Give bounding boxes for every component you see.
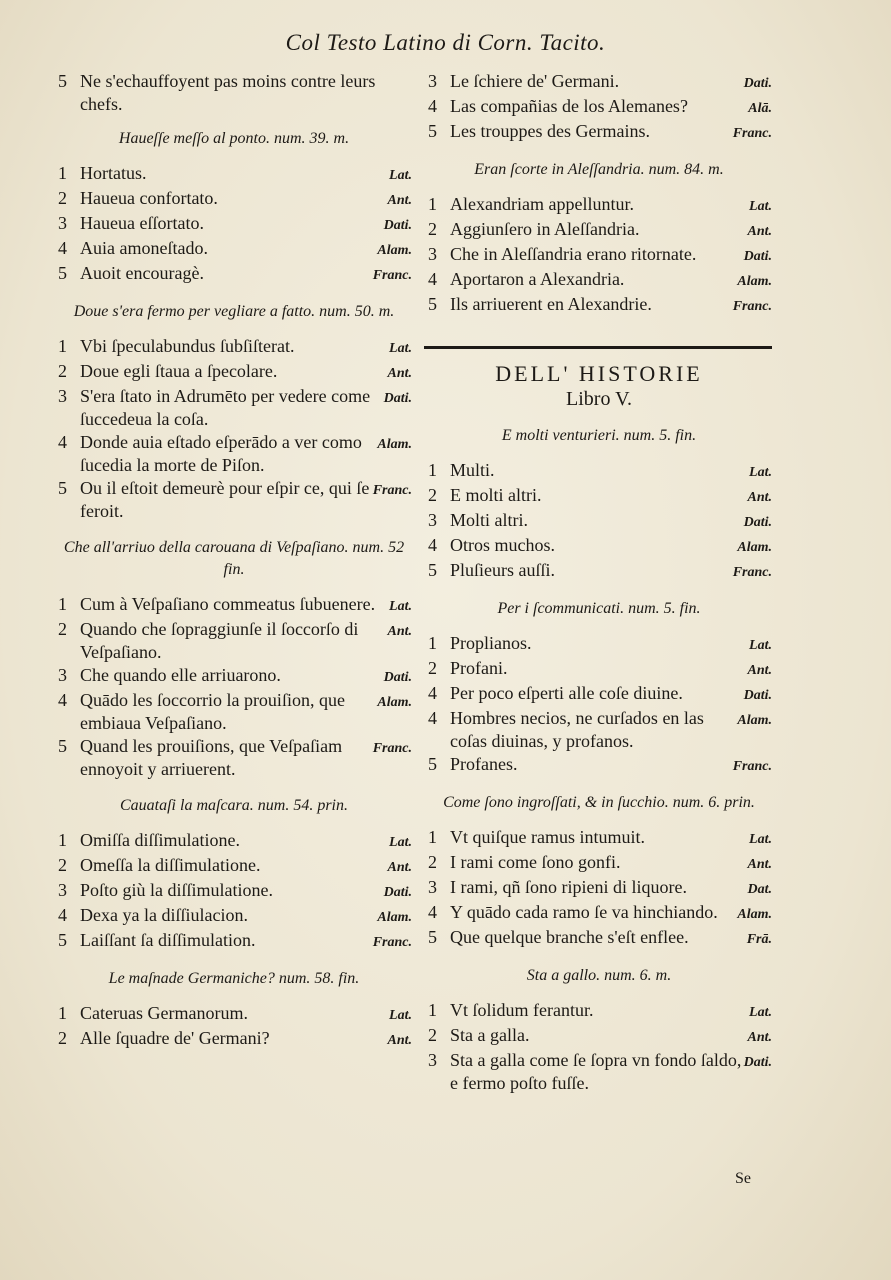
list-item: [426, 293, 772, 318]
entry-text: Pluſieurs auſſi.: [450, 560, 555, 580]
entry-number: 2: [428, 485, 437, 505]
language-label: Lat.: [749, 832, 772, 847]
language-label: Dati.: [743, 688, 772, 703]
language-label: Ant.: [747, 490, 772, 505]
section-title: Per i ſcommunicati. num. 5. fin.: [497, 600, 701, 617]
language-label: Lat.: [389, 599, 412, 614]
entry-number: 5: [58, 71, 67, 91]
entry-number: 4: [428, 269, 437, 289]
language-label: Alam.: [377, 437, 412, 452]
entry-text: I rami, qñ ſono ripieni di liquore.: [450, 877, 687, 897]
entry-text: Cateruas Germanorum.: [80, 1003, 248, 1023]
entry-number: 3: [58, 213, 67, 233]
list-item: [426, 682, 772, 707]
entry-number: 1: [58, 1003, 67, 1023]
language-label: Franc.: [732, 759, 772, 774]
entry-text: Haueua confortato.: [80, 188, 218, 208]
list-item: [426, 193, 772, 218]
entry-number: 4: [58, 238, 67, 258]
entry-text: E molti altri.: [450, 485, 542, 505]
entry-text: Vbi ſpeculabundus ſubſiſterat.: [80, 336, 295, 356]
language-label: Franc.: [372, 741, 412, 756]
entry-text: Quando che ſopraggiunſe il ſoccorſo di Veſpaſiano.: [80, 619, 359, 662]
list-item: [426, 657, 772, 682]
language-label: Lat.: [389, 341, 412, 356]
entry-number: 1: [58, 594, 67, 614]
entry-text: Ou il eſtoit demeurè pour eſpir ce, qui ſe feroit.: [80, 478, 370, 521]
entry-text: Las compañias de los Alemanes?: [450, 96, 688, 116]
list-item: [56, 187, 412, 212]
section-title: Cauataſi la maſcara. num. 54. prin.: [119, 797, 348, 814]
list-item: [56, 431, 412, 477]
list-item: [426, 1049, 772, 1095]
language-label: Dati.: [743, 515, 772, 530]
entry-number: 4: [428, 535, 437, 555]
list-item: [426, 484, 772, 509]
language-label: Ant.: [747, 857, 772, 872]
entry-text: Haueua eſſortato.: [80, 213, 204, 233]
list-item: [426, 901, 772, 926]
entry-number: 3: [428, 71, 437, 91]
language-label: Alam.: [377, 695, 412, 710]
language-label: Franc.: [372, 483, 412, 498]
entry-text: Alexandriam appelluntur.: [450, 194, 634, 214]
entry-number: 5: [58, 263, 67, 283]
entry-text: Multi.: [450, 460, 495, 480]
catchword: Se: [735, 1170, 751, 1187]
list-item: [56, 212, 412, 237]
language-label: Lat.: [749, 465, 772, 480]
entry-text: Hombres necios, ne curſados en las coſas diuinas, y profanos.: [450, 708, 704, 751]
entry-number: 5: [428, 560, 437, 580]
opening-entry: [56, 70, 412, 116]
list-item: [56, 904, 412, 929]
right-sections-after-book: [426, 425, 772, 1095]
entry-text: Vt ſolidum ferantur.: [450, 1000, 594, 1020]
entry-text: Aportaron a Alexandria.: [450, 269, 625, 289]
language-label: Franc.: [732, 565, 772, 580]
entry-text: Ils arriuerent en Alexandrie.: [450, 294, 652, 314]
language-label: Alam.: [737, 907, 772, 922]
list-item: [56, 360, 412, 385]
list-item: [426, 826, 772, 851]
language-label: Lat.: [749, 1005, 772, 1020]
list-item: [426, 534, 772, 559]
entry-text: I rami come ſono gonfi.: [450, 852, 621, 872]
entry-text: Omeſſa la diſſimulatione.: [80, 855, 261, 875]
entry-text: Cum à Veſpaſiano commeatus ſubuenere.: [80, 594, 376, 614]
entry-number: 4: [58, 432, 67, 452]
list-item: [426, 926, 772, 951]
language-label: Ant.: [747, 224, 772, 239]
entry-number: 5: [58, 736, 67, 756]
section-title: Le maſnade Germaniche? num. 58. fin.: [108, 970, 360, 987]
list-item: [426, 707, 772, 753]
entry-text: Profanes.: [450, 754, 518, 774]
list-item: [426, 559, 772, 584]
language-label: Dati.: [743, 76, 772, 91]
language-label: Ant.: [747, 663, 772, 678]
entry-text: Che quando elle arriuarono.: [80, 665, 281, 685]
list-item: [56, 477, 412, 523]
language-label: Lat.: [749, 638, 772, 653]
entry-number: 4: [428, 683, 437, 703]
language-label: Lat.: [389, 1008, 412, 1023]
running-head: Col Testo Latino di Corn. Tacito.: [285, 30, 606, 55]
language-label: Lat.: [749, 199, 772, 214]
entry-text: S'era ſtato in Adrumēto per vedere come ſuccedeua la coſa.: [80, 386, 371, 429]
list-item: [426, 851, 772, 876]
entry-number: 5: [428, 294, 437, 314]
entry-number: 2: [58, 619, 67, 639]
list-item: [56, 854, 412, 879]
list-item: [426, 753, 772, 778]
language-label: Dat.: [747, 882, 772, 897]
left-sections: [56, 128, 412, 1052]
list-item: [56, 829, 412, 854]
entry-number: 3: [58, 386, 67, 406]
list-item: [426, 632, 772, 657]
entry-text: Molti altri.: [450, 510, 528, 530]
language-label: Lat.: [389, 835, 412, 850]
entry-number: 4: [428, 902, 437, 922]
entry-text: Doue egli ſtaua a ſpecolare.: [80, 361, 278, 381]
entry-text: Dexa ya la diſſiulacion.: [80, 905, 248, 925]
list-item: [56, 929, 412, 954]
section-title: E molti venturieri. num. 5. fin.: [501, 427, 697, 444]
list-item: [426, 876, 772, 901]
list-item: [426, 268, 772, 293]
entry-number: 5: [428, 927, 437, 947]
entry-number: 5: [428, 121, 437, 141]
language-label: Frā.: [746, 932, 772, 947]
entry-text: Auia amoneſtado.: [80, 238, 208, 258]
entry-number: 2: [58, 188, 67, 208]
entry-number: 1: [58, 830, 67, 850]
entry-number: 2: [428, 219, 437, 239]
entry-number: 2: [428, 852, 437, 872]
entry-number: 4: [428, 96, 437, 116]
list-item: [56, 879, 412, 904]
entry-number: 1: [428, 1000, 437, 1020]
list-item: [56, 689, 412, 735]
entry-text: Alle ſquadre de' Germani?: [80, 1028, 270, 1048]
language-label: Alam.: [377, 243, 412, 258]
entry-text: Profani.: [450, 658, 508, 678]
language-label: Ant.: [387, 624, 412, 639]
entry-text: Quādo les ſoccorrio la prouiſion, que embiaua Veſpaſiano.: [80, 690, 345, 733]
list-item: [56, 237, 412, 262]
language-label: Dati.: [383, 218, 412, 233]
language-label: Alā.: [748, 101, 772, 116]
list-item: [426, 218, 772, 243]
section-title: Sta a gallo. num. 6. m.: [526, 967, 672, 984]
entry-number: 2: [58, 1028, 67, 1048]
entry-number: 2: [58, 855, 67, 875]
entry-number: 3: [428, 244, 437, 264]
entry-text: Auoit encouragè.: [80, 263, 204, 283]
language-label: Ant.: [387, 860, 412, 875]
list-item: [426, 459, 772, 484]
section-rule: [424, 346, 772, 349]
entry-number: 5: [58, 478, 67, 498]
entry-text: Poſto giù la diſſimulatione.: [80, 880, 273, 900]
entry-number: 1: [58, 336, 67, 356]
list-item: [56, 335, 412, 360]
entry-number: 5: [58, 930, 67, 950]
entry-number: 2: [58, 361, 67, 381]
language-label: Dati.: [383, 670, 412, 685]
language-label: Lat.: [389, 168, 412, 183]
list-item: [56, 618, 412, 664]
entry-text: Per poco eſperti alle coſe diuine.: [450, 683, 683, 703]
language-label: Alam.: [737, 713, 772, 728]
language-label: Franc.: [372, 268, 412, 283]
language-label: Ant.: [387, 366, 412, 381]
list-item: [426, 999, 772, 1024]
entry-text: Otros muchos.: [450, 535, 555, 555]
left-column: [56, 70, 412, 1052]
entry-text: Hortatus.: [80, 163, 147, 183]
entry-number: 1: [428, 827, 437, 847]
list-item: [426, 243, 772, 268]
list-item: [56, 735, 412, 781]
entry-text: Y quādo cada ramo ſe va hinchiando.: [450, 902, 718, 922]
list-item: [56, 1027, 412, 1052]
list-item: [56, 1002, 412, 1027]
language-label: Alam.: [737, 274, 772, 289]
entry-text: Sta a galla come ſe ſopra vn fondo ſaldo, e fermo poſto fuſſe.: [450, 1050, 742, 1093]
entry-text: Laiſſant ſa diſſimulation.: [80, 930, 256, 950]
entry-number: 2: [428, 658, 437, 678]
language-label: Alam.: [377, 910, 412, 925]
right-top-entries: [426, 70, 772, 145]
language-label: Dati.: [383, 885, 412, 900]
language-label: Dati.: [743, 249, 772, 264]
entry-number: 3: [428, 510, 437, 530]
section-title: Come ſono ingroſſati, & in ſucchio. num. 6. prin.: [443, 794, 755, 811]
language-label: Dati.: [383, 391, 412, 406]
entry-text: Quand les prouiſions, que Veſpaſiam ennoyoit y arriuerent.: [80, 736, 343, 779]
list-item: [426, 70, 772, 95]
list-item: [426, 120, 772, 145]
entry-text: Vt quiſque ramus intumuit.: [450, 827, 645, 847]
entry-number: 1: [428, 633, 437, 653]
language-label: Alam.: [737, 540, 772, 555]
list-item: [56, 664, 412, 689]
section-title: Haueſſe meſſo al ponto. num. 39. m.: [118, 130, 350, 147]
list-item: [56, 162, 412, 187]
list-item: [426, 509, 772, 534]
entry-number: 2: [428, 1025, 437, 1045]
entry-number: 3: [428, 877, 437, 897]
entry-text: Le ſchiere de' Germani.: [450, 71, 620, 91]
section-title: Che all'arriuo della carouana di Veſpaſiano. num. 52 fin.: [63, 539, 405, 578]
entry-text: Ne s'echauffoyent pas moins contre leurs chefs.: [80, 71, 376, 114]
language-label: Franc.: [732, 299, 772, 314]
entry-number: 1: [428, 460, 437, 480]
section-title: Doue s'era fermo per vegliare a fatto. num. 50. m.: [73, 303, 395, 320]
entry-number: 4: [428, 708, 437, 728]
language-label: Franc.: [372, 935, 412, 950]
book-title: DELL' HISTORIE: [495, 361, 703, 386]
entry-number: 4: [58, 690, 67, 710]
entry-number: 3: [58, 665, 67, 685]
list-item: [56, 262, 412, 287]
entry-text: Che in Aleſſandria erano ritornate.: [450, 244, 697, 264]
language-label: Ant.: [387, 1033, 412, 1048]
entry-text: Sta a galla.: [450, 1025, 530, 1045]
section-title: Eran ſcorte in Aleſſandria. num. 84. m.: [474, 161, 724, 178]
list-item: [56, 593, 412, 618]
language-label: Ant.: [747, 1030, 772, 1045]
entry-text: Aggiunſero in Aleſſandria.: [450, 219, 640, 239]
entry-text: Donde auia eſtado eſperādo a ver como ſucedia la morte de Piſon.: [80, 432, 362, 475]
entry-number: 1: [428, 194, 437, 214]
language-label: Ant.: [387, 193, 412, 208]
entry-text: Omiſſa diſſimulatione.: [80, 830, 240, 850]
entry-text: Proplianos.: [450, 633, 532, 653]
entry-text: Les trouppes des Germains.: [450, 121, 650, 141]
entry-number: 1: [58, 163, 67, 183]
entry-number: 3: [58, 880, 67, 900]
entry-number: 3: [428, 1050, 437, 1070]
list-item: [426, 1024, 772, 1049]
list-item: [56, 385, 412, 431]
right-column: [426, 70, 772, 1095]
entry-number: 5: [428, 754, 437, 774]
entry-number: 4: [58, 905, 67, 925]
right-sections-before-book: [426, 159, 772, 318]
book-subtitle: Libro V.: [566, 388, 632, 410]
list-item: [426, 95, 772, 120]
language-label: Franc.: [732, 126, 772, 141]
language-label: Dati.: [743, 1055, 772, 1070]
entry-text: Que quelque branche s'eſt enflee.: [450, 927, 689, 947]
